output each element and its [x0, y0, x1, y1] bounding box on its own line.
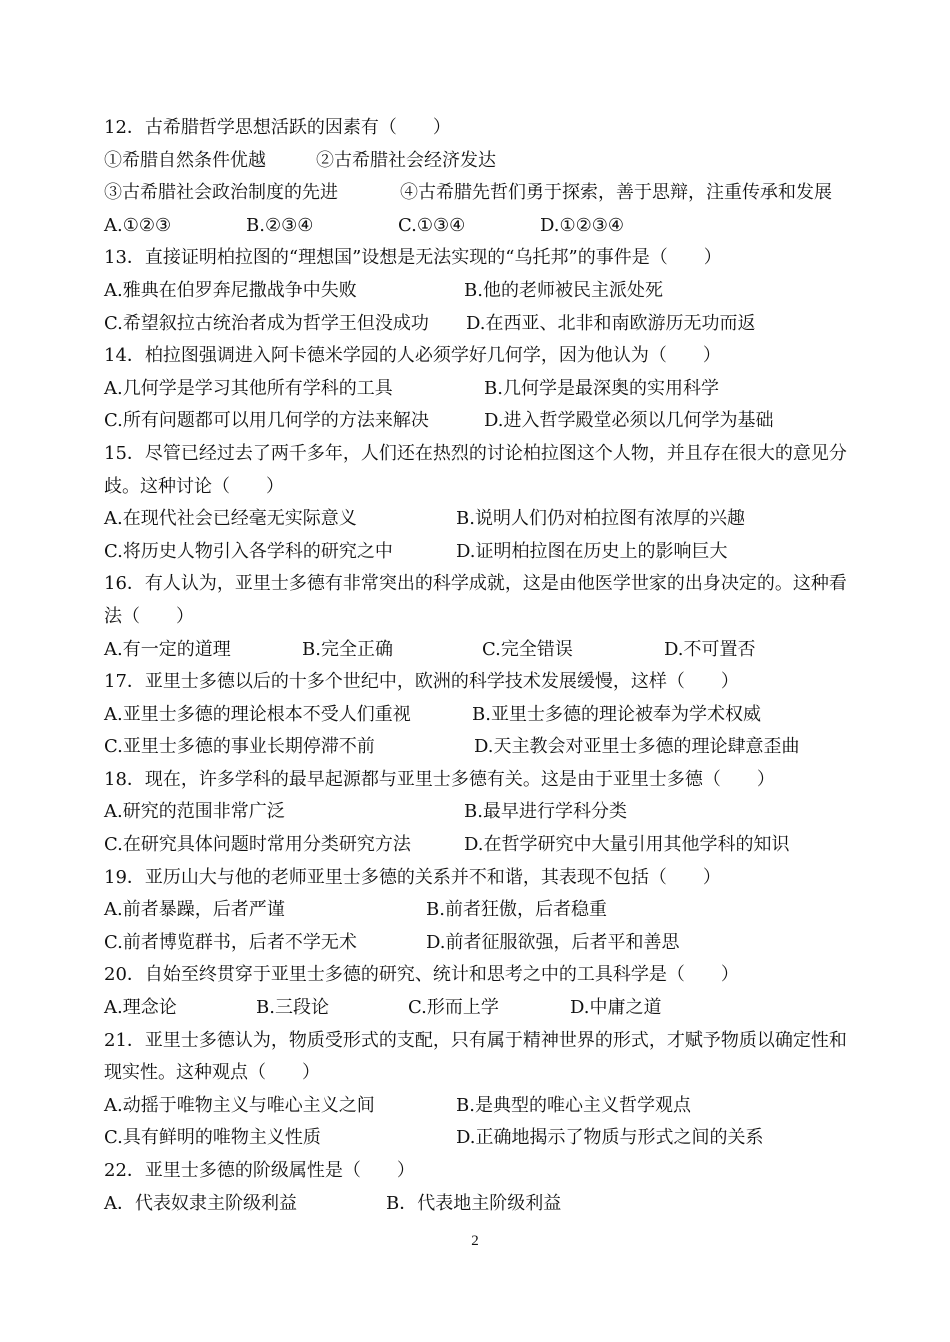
question-stem: 13．直接证明柏拉图的“理想国”设想是无法实现的“乌托邦”的事件是（ ） [104, 247, 722, 269]
statement-row [104, 177, 864, 210]
option-d: D.正确地揭示了物质与形式之间的关系 [456, 1127, 764, 1149]
option-d: D.进入哲学殿堂必须以几何学为基础 [484, 410, 774, 432]
option-row [104, 210, 864, 243]
option-a: A.研究的范围非常广泛 [104, 801, 285, 823]
option-row [104, 373, 864, 406]
option-b: B．代表地主阶级利益 [386, 1192, 562, 1214]
option-a: A.动摇于唯物主义与唯心主义之间 [104, 1094, 375, 1116]
option-d: D.①②③④ [540, 214, 625, 236]
option-a: A.①②③ [104, 214, 172, 236]
option-b: B.是典型的唯心主义哲学观点 [456, 1094, 691, 1116]
option-row [104, 503, 864, 536]
option-d: D.不可置否 [664, 638, 756, 660]
option-b: B.最早进行学科分类 [464, 801, 627, 823]
option-d: D.天主教会对亚里士多德的理论肆意歪曲 [474, 736, 800, 758]
option-a: A.理念论 [104, 997, 177, 1019]
statement: ③古希腊社会政治制度的先进 [104, 182, 338, 204]
option-b: B.他的老师被民主派处死 [464, 279, 663, 301]
question-stem: 15．尽管已经过去了两千多年，人们还在热烈的讨论柏拉图这个人物，并且存在很大的意见分歧。这种讨论（ ） [104, 442, 847, 497]
option-a: A.有一定的道理 [104, 638, 231, 660]
option-row [104, 992, 864, 1025]
statement: ②古希腊社会经济发达 [316, 149, 496, 171]
option-d: D.中庸之道 [570, 997, 662, 1019]
option-a: A．代表奴隶主阶级利益 [104, 1192, 297, 1214]
question-stem: 21．亚里士多德认为，物质受形式的支配，只有属于精神世界的形式，才赋予物质以确定性和现实性。这种观点（ ） [104, 1029, 847, 1084]
question-list [104, 112, 864, 1220]
option-b: B.三段论 [256, 997, 329, 1019]
option-c: C.前者博览群书，后者不学无术 [104, 931, 357, 953]
option-row [104, 275, 864, 308]
option-b: B.几何学是最深奥的实用科学 [484, 377, 719, 399]
option-row [104, 1090, 864, 1123]
option-a: A.亚里士多德的理论根本不受人们重视 [104, 703, 411, 725]
option-b: B.说明人们仍对柏拉图有浓厚的兴趣 [456, 508, 745, 530]
option-row [104, 1188, 864, 1221]
option-b: B.亚里士多德的理论被奉为学术权威 [472, 703, 761, 725]
option-c: C.希望叙拉古统治者成为哲学王但没成功 [104, 312, 429, 334]
option-row [104, 894, 864, 927]
option-b: B.前者狂傲，后者稳重 [426, 899, 607, 921]
statement-row [104, 145, 864, 178]
option-b: B.②③④ [246, 214, 314, 236]
option-b: B.完全正确 [302, 638, 393, 660]
question-stem: 20．自始至终贯穿于亚里士多德的研究、统计和思考之中的工具科学是（ ） [104, 964, 739, 986]
option-c: C.具有鲜明的唯物主义性质 [104, 1127, 321, 1149]
option-c: C.完全错误 [482, 638, 573, 660]
page-number: 2 [471, 1233, 479, 1249]
option-a: A.在现代社会已经毫无实际意义 [104, 508, 357, 530]
option-row [104, 731, 864, 764]
option-d: D.在西亚、北非和南欧游历无功而返 [466, 312, 756, 334]
option-c: C.亚里士多德的事业长期停滞不前 [104, 736, 375, 758]
option-c: C.形而上学 [408, 997, 499, 1019]
option-a: A.雅典在伯罗奔尼撒战争中失败 [104, 279, 357, 301]
option-c: C.所有问题都可以用几何学的方法来解决 [104, 410, 429, 432]
question-stem: 12．古希腊哲学思想活跃的因素有（ ） [104, 117, 451, 138]
statement: ④古希腊先哲们勇于探索，善于思辩，注重传承和发展 [400, 182, 832, 204]
option-c: C.在研究具体问题时常用分类研究方法 [104, 834, 411, 856]
statement: ①希腊自然条件优越 [104, 149, 266, 171]
option-a: A.前者暴躁，后者严谨 [104, 899, 285, 921]
question-stem: 16．有人认为，亚里士多德有非常突出的科学成就，这是由他医学世家的出身决定的。这种看法（ ） [104, 573, 847, 627]
option-row [104, 1122, 864, 1155]
option-c: C.将历史人物引入各学科的研究之中 [104, 540, 393, 562]
question-stem: 18．现在，许多学科的最早起源都与亚里士多德有关。这是由于亚里士多德（ ） [104, 768, 775, 790]
option-row [104, 927, 864, 960]
question-stem: 22．亚里士多德的阶级属性是（ ） [104, 1160, 415, 1181]
option-row [104, 796, 864, 829]
option-row [104, 699, 864, 732]
option-row [104, 405, 864, 438]
option-d: D.前者征服欲强，后者平和善思 [426, 931, 680, 953]
option-d: D.在哲学研究中大量引用其他学科的知识 [464, 834, 790, 856]
option-row [104, 829, 864, 862]
question-stem: 19．亚历山大与他的老师亚里士多德的关系并不和谐，其表现不包括（ ） [104, 866, 721, 888]
option-c: C.①③④ [398, 214, 466, 236]
question-stem: 17．亚里士多德以后的十多个世纪中，欧洲的科学技术发展缓慢，这样（ ） [104, 671, 739, 693]
option-row [104, 634, 864, 667]
question-stem: 14．柏拉图强调进入阿卡德米学园的人必须学好几何学，因为他认为（ ） [104, 345, 721, 367]
option-row [104, 536, 864, 569]
option-row [104, 308, 864, 341]
option-d: D.证明柏拉图在历史上的影响巨大 [456, 540, 728, 562]
option-a: A.几何学是学习其他所有学科的工具 [104, 377, 393, 399]
